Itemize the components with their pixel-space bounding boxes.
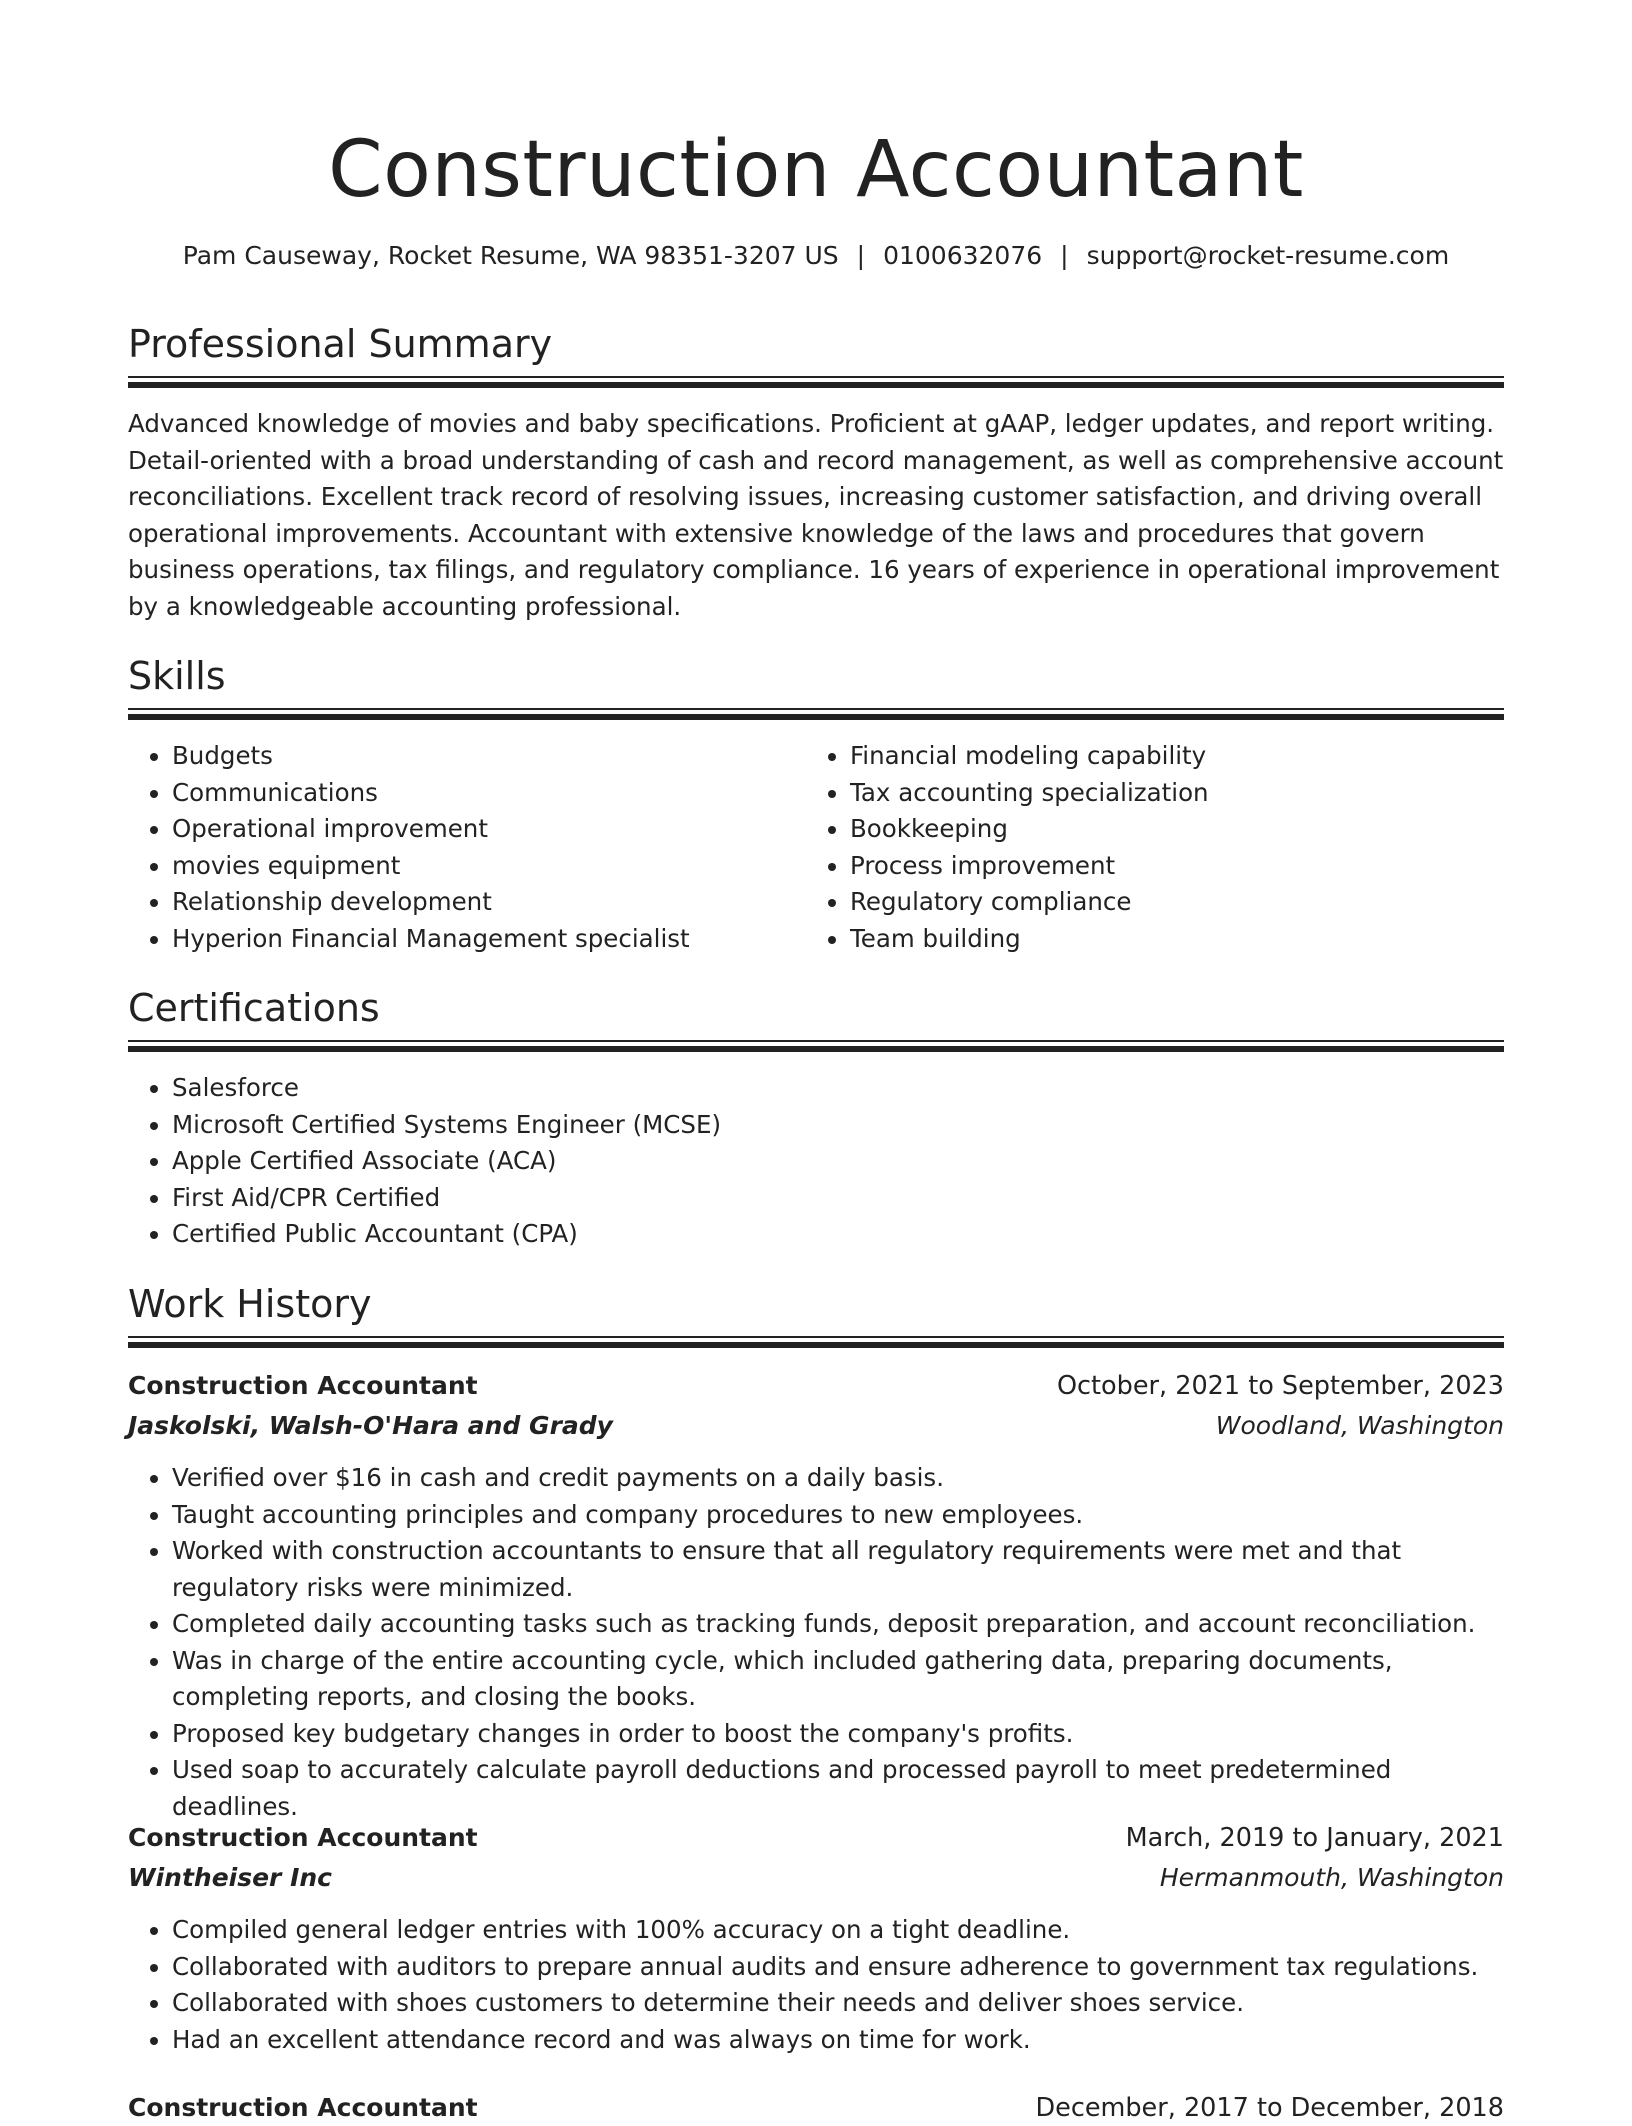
contact-line — [128, 238, 1504, 274]
certification-item: • Certified Public Accountant (CPA) — [172, 1216, 1502, 1253]
skill-item: • Operational improvement — [172, 811, 812, 848]
job-dates: October, 2021 to September, 2023 — [1056, 1371, 1504, 1401]
section-title-certifications: Certifications — [128, 986, 380, 1030]
skill-item: • Team building — [850, 921, 1490, 958]
skill-item: • Budgets — [172, 738, 812, 775]
skill-item: • Hyperion Financial Management specialist — [172, 921, 812, 958]
contact-separator: | — [1060, 241, 1069, 270]
summary-text: Advanced knowledge of movies and baby specifications. Proficient at gAAP, ledger updates, and report writing. Detail-oriented with a broad understanding of cash and record management, as well as comprehensive account reconciliations. Excellent track record of resolving issues, increasing customer satisfaction, and driving overall operational improvements. Accountant with extensive knowledge of the laws and procedures that govern business operations, tax filings, and regulatory compliance. 16 years of experience in operational improvement by a knowledgeable accounting professional. — [128, 409, 1504, 621]
job-bullet: • Used soap to accurately calculate payroll deductions and processed payroll to meet predetermined deadlines. — [172, 1752, 1504, 1825]
section-title-skills: Skills — [128, 654, 226, 698]
certification-item: • Salesforce — [172, 1070, 1502, 1107]
skill-item: • Relationship development — [172, 884, 812, 921]
contact-separator: | — [856, 241, 866, 270]
job-bullet: • Taught accounting principles and company procedures to new employees. — [172, 1497, 1504, 1534]
job-title: Construction Accountant — [128, 2093, 478, 2122]
job-bullet: • Completed daily accounting tasks such as tracking funds, deposit preparation, and account reconciliation. — [172, 1606, 1504, 1643]
section-rule — [128, 376, 1504, 388]
section-rule — [128, 1336, 1504, 1348]
skill-item: • Financial modeling capability — [850, 738, 1490, 775]
job-bullet: • Was in charge of the entire accounting cycle, which included gathering data, preparing documents, completing reports, and closing the books. — [172, 1643, 1504, 1716]
skill-item: • Process improvement — [850, 848, 1490, 885]
skills-list-left — [128, 738, 812, 957]
certification-item: • First Aid/CPR Certified — [172, 1180, 1502, 1217]
job-location: Woodland, Washington — [1215, 1411, 1504, 1440]
section-rule — [128, 708, 1504, 720]
certification-item: • Microsoft Certified Systems Engineer (MCSE) — [172, 1107, 1502, 1144]
job-bullet: • Compiled general ledger entries with 100% accuracy on a tight deadline. — [172, 1912, 1504, 1949]
certifications-list — [128, 1070, 1502, 1253]
resume-name: Construction Accountant — [328, 125, 1304, 215]
skill-item: • Bookkeeping — [850, 811, 1490, 848]
job-bullet: • Collaborated with auditors to prepare annual audits and ensure adherence to government tax regulations. — [172, 1949, 1504, 1986]
job-bullet: • Verified over $16 in cash and credit payments on a daily basis. — [172, 1460, 1504, 1497]
job-company: Wintheiser Inc — [128, 1863, 333, 1892]
skill-item: • Communications — [172, 775, 812, 812]
section-title-summary: Professional Summary — [128, 322, 553, 366]
job-bullet: • Proposed key budgetary changes in order to boost the company's profits. — [172, 1716, 1504, 1753]
skill-item: • Regulatory compliance — [850, 884, 1490, 921]
contact-address: Pam Causeway, Rocket Resume, WA 98351-3207 US — [182, 241, 839, 270]
section-rule — [128, 1040, 1504, 1052]
skill-item: • movies equipment — [172, 848, 812, 885]
certification-item: • Apple Certified Associate (ACA) — [172, 1143, 1502, 1180]
contact-email: support@rocket-resume.com — [1086, 241, 1450, 270]
skills-list-right — [806, 738, 1490, 957]
job-bullet: • Collaborated with shoes customers to determine their needs and deliver shoes service. — [172, 1985, 1504, 2022]
job-location: Hermanmouth, Washington — [1159, 1863, 1504, 1892]
section-title-work-history: Work History — [128, 1282, 372, 1326]
job-company: Jaskolski, Walsh-O'Hara and Grady — [128, 1411, 613, 1440]
job-title: Construction Accountant — [128, 1371, 478, 1400]
skill-item: • Tax accounting specialization — [850, 775, 1490, 812]
job-dates: December, 2017 to December, 2018 — [1035, 2093, 1504, 2123]
job-bullets — [128, 1460, 1504, 1825]
job-bullets — [128, 1912, 1504, 2058]
contact-phone: 0100632076 — [883, 241, 1043, 270]
job-title: Construction Accountant — [128, 1823, 478, 1852]
job-dates: March, 2019 to January, 2021 — [1125, 1823, 1504, 1853]
job-bullet: • Worked with construction accountants to ensure that all regulatory requirements were met and that regulatory risks were minimized. — [172, 1533, 1504, 1606]
job-bullet: • Had an excellent attendance record and was always on time for work. — [172, 2022, 1504, 2059]
